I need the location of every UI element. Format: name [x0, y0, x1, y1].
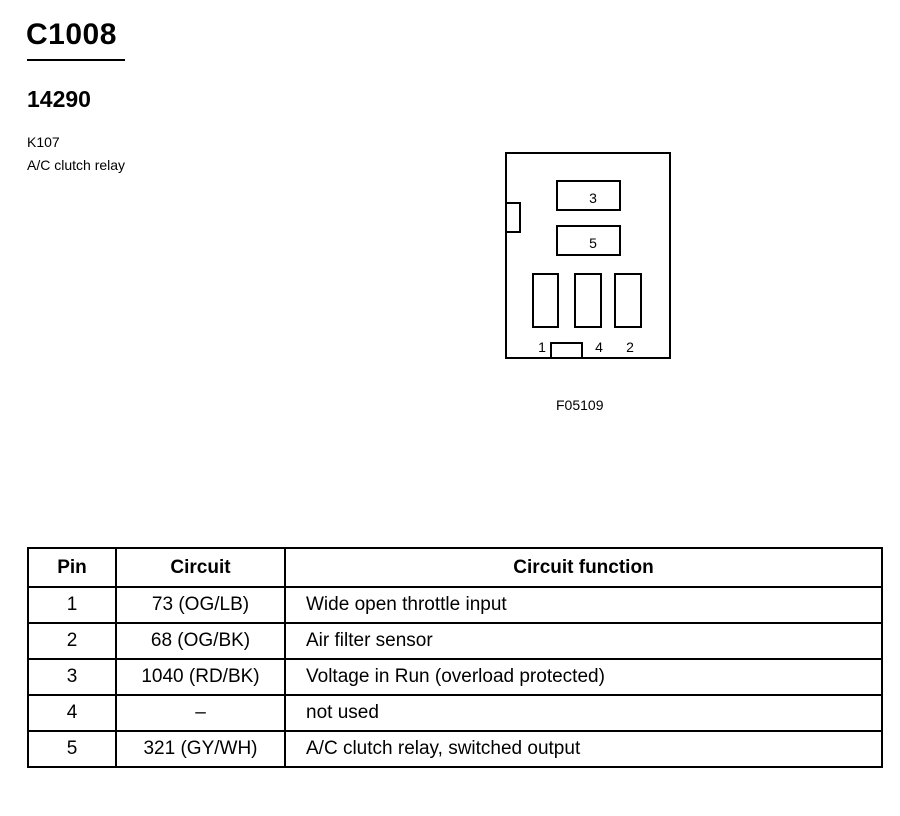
table-row	[28, 659, 882, 695]
table-row	[28, 587, 882, 623]
table-row	[28, 695, 882, 731]
table-row	[28, 731, 882, 767]
pin-cell: 1	[28, 587, 116, 623]
circuit-cell: 68 (OG/BK)	[116, 623, 285, 659]
terminal-slot-1	[533, 274, 558, 327]
pin-assignment-table	[27, 547, 883, 768]
function-cell: Air filter sensor	[285, 623, 882, 659]
header-circuit: Circuit	[116, 548, 285, 587]
component-id: K107	[27, 134, 60, 150]
pin-cell: 3	[28, 659, 116, 695]
header-pin: Pin	[28, 548, 116, 587]
part-number: 14290	[27, 86, 91, 112]
terminal-slot-2	[615, 274, 641, 327]
table-row	[28, 623, 882, 659]
pin-label-1: 1	[538, 339, 546, 355]
header-circuit-function: Circuit function	[285, 548, 882, 587]
connector-id: C1008	[26, 18, 117, 51]
function-cell: not used	[285, 695, 882, 731]
circuit-cell: –	[116, 695, 285, 731]
title-underline	[27, 59, 125, 61]
terminal-slot-4	[575, 274, 601, 327]
function-cell: A/C clutch relay, switched output	[285, 731, 882, 767]
circuit-cell: 1040 (RD/BK)	[116, 659, 285, 695]
function-cell: Wide open throttle input	[285, 587, 882, 623]
table-header-row	[28, 548, 882, 587]
circuit-cell: 321 (GY/WH)	[116, 731, 285, 767]
pin-cell: 2	[28, 623, 116, 659]
circuit-cell: 73 (OG/LB)	[116, 587, 285, 623]
pin-label-2: 2	[626, 339, 634, 355]
function-cell: Voltage in Run (overload protected)	[285, 659, 882, 695]
component-name: A/C clutch relay	[27, 157, 126, 173]
pin-label-4: 4	[595, 339, 603, 355]
figure-code: F05109	[556, 397, 604, 413]
pin-cell: 5	[28, 731, 116, 767]
slot-label-3: 3	[589, 190, 597, 206]
key-notch	[551, 343, 582, 358]
pin-cell: 4	[28, 695, 116, 731]
locking-tab	[506, 203, 520, 232]
relay-connector-diagram	[500, 148, 680, 368]
slot-label-5: 5	[589, 235, 597, 251]
